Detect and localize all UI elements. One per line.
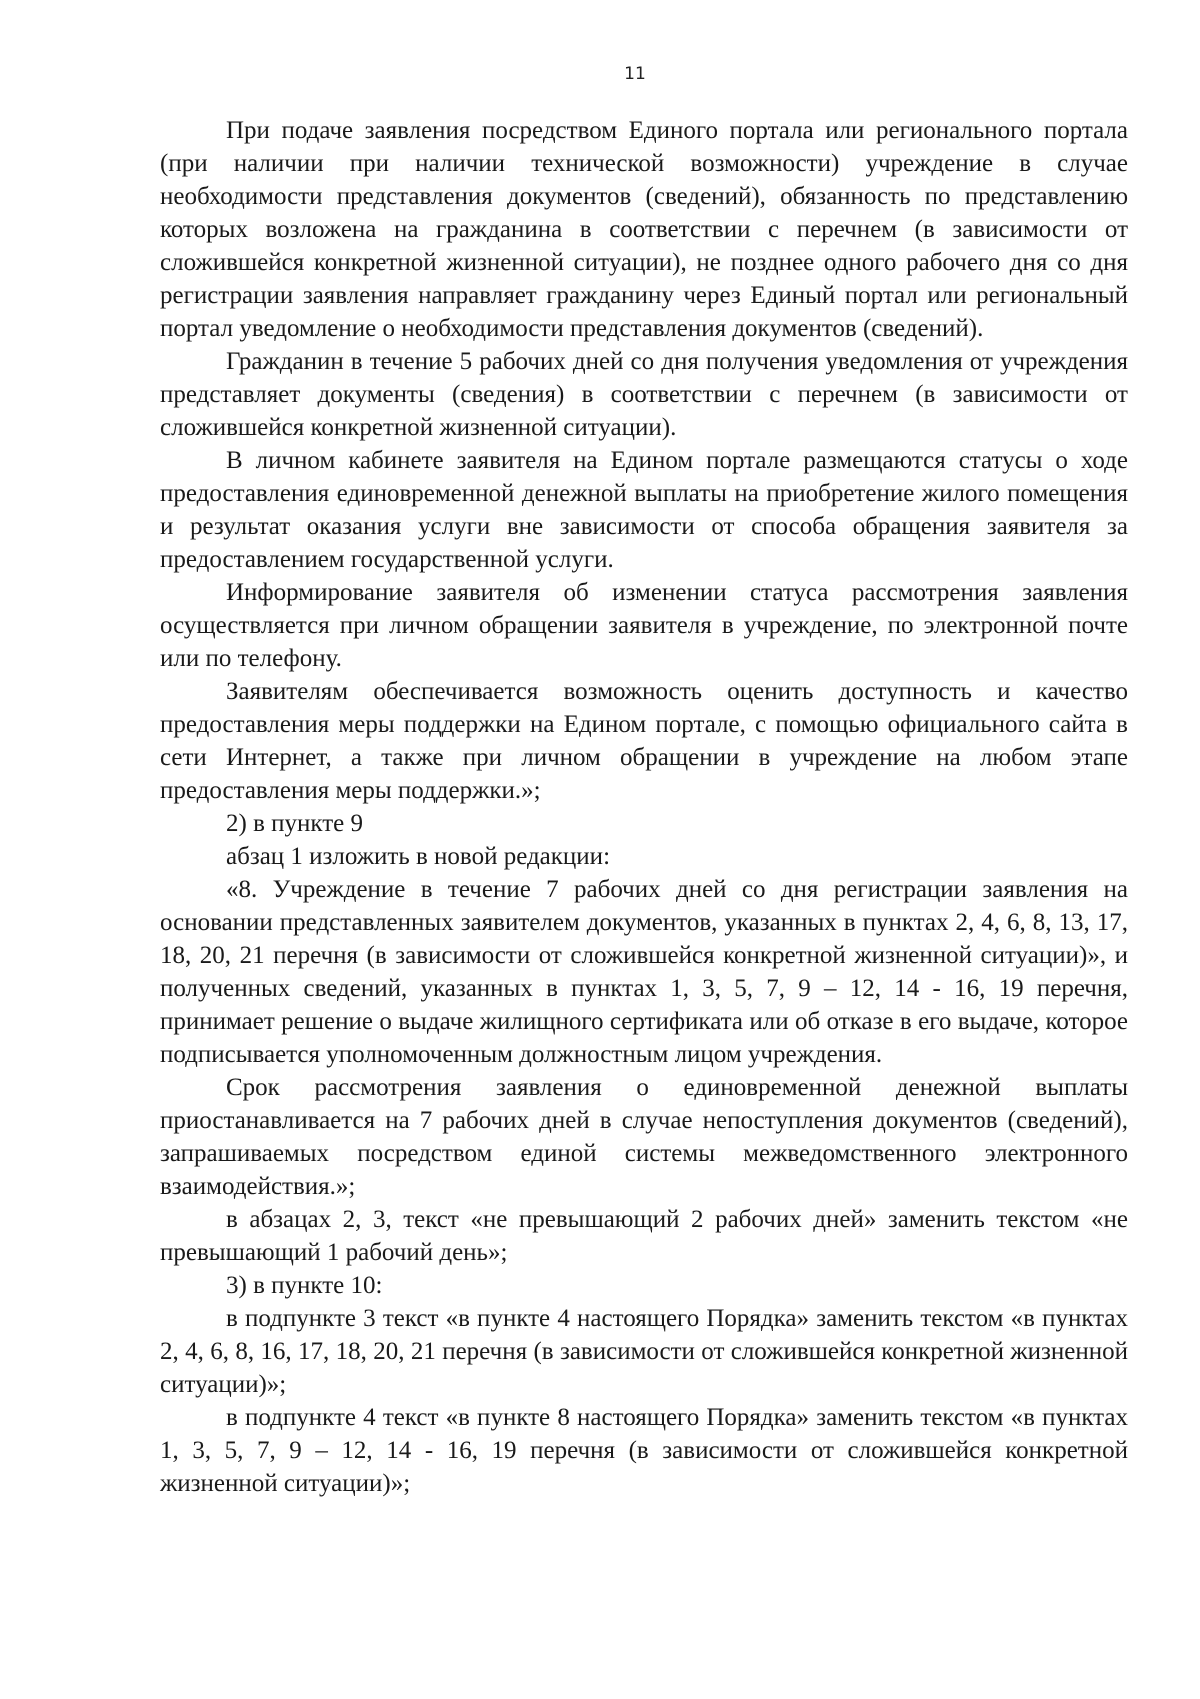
paragraph: Срок рассмотрения заявления о единовременной денежной выплаты приостанавливается на 7 рабочих дней в случае непоступления документов (сведений), запрашиваемых посредством единой системы межведомственного электронного взаимодействия.»; (160, 1074, 1128, 1200)
paragraph: В личном кабинете заявителя на Едином портале размещаются статусы о ходе предоставления единовременной денежной выплаты на приобретение жилого помещения и результат оказания услуги вне зависимости от способа обращения заявителя за предоставлением государственной услуги. (160, 447, 1128, 573)
paragraph: Гражданин в течение 5 рабочих дней со дня получения уведомления от учреждения представляет документы (сведения) в соответствии с перечнем (в зависимости от сложившейся конкретной жизненной ситуации). (160, 348, 1128, 441)
paragraph: в абзацах 2, 3, текст «не превышающий 2 рабочих дней» заменить текстом «не превышающий 1 рабочий день»; (160, 1206, 1128, 1266)
paragraph: Информирование заявителя об изменении статуса рассмотрения заявления осуществляется при личном обращении заявителя в учреждение, по электронной почте или по телефону. (160, 579, 1128, 672)
paragraph: Заявителям обеспечивается возможность оценить доступность и качество предоставления меры поддержки на Едином портале, с помощью официального сайта в сети Интернет, а также при личном обращении в учреждение на любом этапе предоставления меры поддержки.»; (160, 678, 1128, 804)
paragraph: в подпункте 3 текст «в пункте 4 настоящего Порядка» заменить текстом «в пунктах 2, 4, 6, 8, 16, 17, 18, 20, 21 перечня (в зависимости от сложившейся конкретной жизненной ситуации)»; (160, 1305, 1128, 1398)
paragraph: При подаче заявления посредством Единого портала или регионального портала (при наличии при наличии технической возможности) учреждение в случае необходимости представления документов (сведений), обязанность по представлению которых возложена на гражданина в соответствии с перечнем (в зависимости от сложившейся конкретной жизненной ситуации), не позднее одного рабочего дня со дня регистрации заявления направляет гражданину через Единый портал или региональный портал уведомление о необходимости представления документов (сведений). (160, 117, 1128, 342)
document-body (160, 114, 1128, 1500)
paragraph: 3) в пункте 10: (226, 1272, 383, 1299)
paragraph: «8. Учреждение в течение 7 рабочих дней со дня регистрации заявления на основании представленных заявителем документов, указанных в пунктах 2, 4, 6, 8, 13, 17, 18, 20, 21 перечня (в зависимости от сложившейся конкретной жизненной ситуации)», и полученных сведений, указанных в пунктах 1, 3, 5, 7, 9 – 12, 14 - 16, 19 перечня, принимает решение о выдаче жилищного сертификата или об отказе в его выдаче, которое подписывается уполномоченным должностным лицом учреждения. (160, 876, 1128, 1068)
paragraph: абзац 1 изложить в новой редакции: (226, 843, 611, 870)
page-number: 11 (624, 64, 646, 84)
paragraph: 2) в пункте 9 (226, 810, 363, 837)
paragraph: в подпункте 4 текст «в пункте 8 настоящего Порядка» заменить текстом «в пунктах 1, 3, 5, 7, 9 – 12, 14 - 16, 19 перечня (в зависимости от сложившейся конкретной жизненной ситуации)»; (160, 1404, 1128, 1497)
